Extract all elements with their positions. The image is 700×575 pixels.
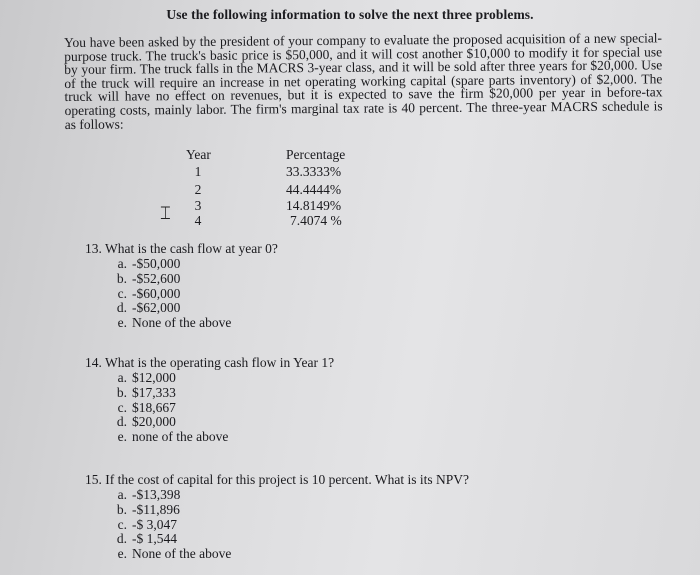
answer-option[interactable]: c. -$ 3,047 (117, 516, 177, 532)
macrs-row (176, 164, 366, 180)
macrs-year: 2 (194, 182, 202, 197)
answer-option[interactable]: a. -$13,398 (117, 487, 181, 502)
macrs-percentage: 44.4444% (286, 182, 342, 197)
answer-option[interactable]: b. $17,333 (116, 384, 176, 400)
macrs-year: 1 (194, 164, 202, 179)
macrs-percentage: 33.3333% (286, 164, 342, 179)
answer-option[interactable]: c. $18,667 (117, 399, 176, 415)
question-stem: 15. If the cost of capital for this project is 10 percent. What is its NPV? (85, 472, 470, 487)
macrs-year: 4 (194, 213, 202, 228)
problem-intro (64, 31, 663, 131)
answer-option[interactable]: d. $20,000 (116, 414, 176, 430)
macrs-year: 3 (194, 198, 202, 213)
answer-option[interactable]: e. none of the above (117, 429, 229, 445)
question-stem: 14. What is the operating cash flow in Year 1? (85, 355, 335, 370)
percentage-header: Percentage (286, 147, 346, 162)
answer-options (107, 257, 278, 331)
answer-option[interactable]: c. -$60,000 (117, 285, 181, 301)
text-cursor-icon: ⌶ (160, 203, 171, 224)
answer-option[interactable]: e. None of the above (117, 315, 232, 331)
macrs-row (176, 198, 366, 214)
answer-option[interactable]: d. -$ 1,544 (116, 531, 177, 547)
answer-option[interactable]: d. -$62,000 (116, 300, 181, 316)
intro-paragraph: You have been asked by the president of your company to evaluate the proposed acquisition of a new special-purpose truck. The truck's basic price is $50,000, and it will cost another $10,000 to modify it for special use by your firm. The truck falls in the MACRS 3-year class, and it will be sold after three years for $20,000. Use of the truck will require an increase in net operating working capital (spare parts inventory) of $2,000. The truck will have no effect on revenues, but it is expected to save the firm $20,000 per year in before-tax operating costs, mainly labor. The firm's marginal tax rate is 40 percent. The three-year MACRS schedule is as follows: (63, 30, 663, 132)
macrs-row (176, 213, 366, 229)
answer-option[interactable]: a. -$50,000 (117, 256, 181, 271)
answer-option[interactable]: b. -$11,896 (116, 501, 180, 517)
question-15 (85, 472, 469, 562)
question-stem: 13. What is the cash flow at year 0? (85, 241, 278, 256)
answer-option[interactable]: e. None of the above (117, 546, 232, 562)
answer-options (107, 371, 334, 445)
year-header: Year (186, 147, 211, 162)
macrs-row (176, 182, 366, 198)
macrs-percentage: 7.4074 % (290, 213, 342, 228)
macrs-percentage: 14.8149% (286, 198, 342, 213)
question-14 (85, 355, 334, 445)
page-title: Use the following information to solve the next three problems. (166, 7, 534, 22)
answer-options (107, 488, 469, 562)
question-13 (85, 241, 278, 331)
answer-option[interactable]: b. -$52,600 (116, 270, 181, 286)
answer-option[interactable]: a. $12,000 (117, 370, 176, 385)
